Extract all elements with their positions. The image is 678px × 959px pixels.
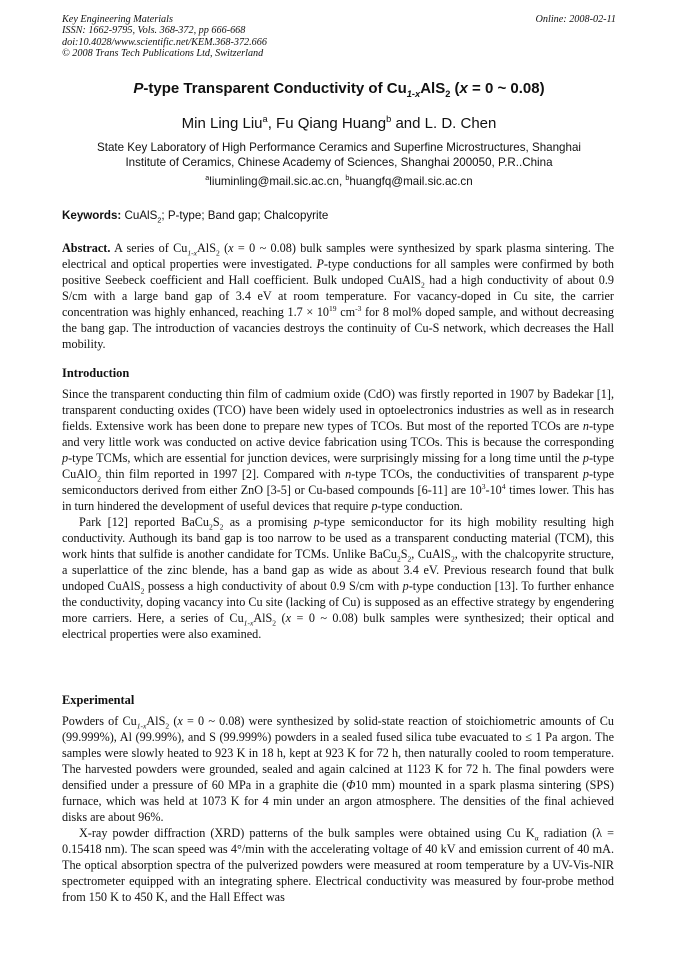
body-italic: p [402,579,409,593]
introduction-body [62,386,614,642]
body-text: ( [276,611,286,625]
body-text: times lower. This has in turn hindered the development of useful devices that require [62,483,614,513]
body-sub: 2 [140,586,145,596]
body-text: ( [169,714,178,728]
email-address[interactable]: huangfq@mail.sic.ac.cn [349,175,473,188]
body-italic: p [313,515,320,529]
abstract-text: for 8 mol% doped sample, and without decreasing the bang gap. The introduction of vacancies destroys the continuity of Cu-S network, which decreases the Hall mobility. [62,305,615,351]
author-name: , Fu Qiang Huang [267,115,387,132]
journal-header [62,14,267,59]
author-name: Min Ling Liu [181,115,263,132]
body-italic: x [285,611,292,625]
body-text: Park [12] reported BaCu [79,515,210,529]
body-text: possess a high conductivity of about 0.9 S/cm with [144,579,403,593]
keywords [62,209,329,225]
body-sub: 2 [272,618,277,628]
title-part: = 0 ~ 0.08) [467,80,545,97]
abstract-text: -type conductions for all samples were confirmed by both positive Seebeck coefficient and Hall coefficient. Bulk undoped CuAlS [62,257,614,287]
body-text: -type semiconductor for its high mobility resulting high conductivity. Authough its band gap is too narrow to be used as a transparent conducting material (TCM), this work hints that sulfide is another candidate for TCMs. Unlike BaCu [62,515,614,561]
affiliation-line: Institute of Ceramics, Chinese Academy of Sciences, Shanghai 200050, P.R..China [125,156,553,169]
body-text: , with the chalcopyrite structure, a superlattice of the zinc blende, has a band gap as wide as about 3.4 eV. Previous research found that bulk undoped CuAlS [62,547,614,593]
abstract-text: AlS [197,241,216,255]
intro-paragraph-2 [62,514,614,642]
section-heading-experimental: Experimental [62,693,135,707]
body-text: AlS [146,714,166,728]
author-list [0,115,678,132]
author-name: and L. D. Chen [391,115,497,132]
body-sup: 3 [481,481,486,491]
body-sub: 2 [450,554,455,564]
abstract-text: ( [219,241,229,255]
body-sub: 2 [396,554,401,564]
body-text: S [400,547,408,561]
body-italic: Φ [346,778,356,792]
body-italic: p [62,451,69,465]
body-text: , CuAlS [411,547,451,561]
abstract-sup: -3 [355,303,362,313]
body-italic: p [582,467,589,481]
body-text: -type TCOs, the conductivities of transparent [351,467,583,481]
title-italic-x: x [459,80,468,97]
experimental-body [62,713,614,905]
body-sub: 2 [407,554,412,564]
body-text: S [212,515,220,529]
body-italic: n [345,467,352,481]
body-sub: 2 [165,721,170,731]
intro-paragraph-1 [62,386,614,514]
body-sup: 4 [501,481,506,491]
exp-paragraph-2 [62,825,614,905]
exp-paragraph-1 [62,713,614,825]
body-sub: 2 [219,522,224,532]
keyword: ; P-type; Band gap; Chalcopyrite [161,209,329,222]
online-date: Online: 2008-02-11 [535,14,616,25]
body-text: radiation (λ = 0.15418 nm). The scan speed was 4°/min with the accelerating voltage of 40 kV and emission current of 40 mA. The optical absorption spectra of the pulverized powders were measured at room temperature by a UV-Vis-NIR spectrometer equipped with an integrating sphere. Electrical conductivity was measured by four-probe method from 150 K to 450 K, and the Hall Effect was [62,826,614,904]
email-marker: a [205,173,210,183]
body-sub: 1-x [136,721,147,731]
title-italic-p: P [133,80,144,97]
body-text: 10 mm) mounted in a spark plasma sintering (SPS) furnace, which was held at 1073 K for 4 min under an argon atmosphere. The densities of the final achieved disks are about 96%. [62,778,614,824]
author-marker: a [262,114,268,124]
keywords-label: Keywords: [62,209,125,222]
abstract-paragraph [62,240,614,352]
abstract-italic: P [316,257,324,271]
title-part: AlS [420,80,446,97]
title-part: ( [450,80,460,97]
title-part: -type Transparent Conductivity of Cu [143,80,407,97]
body-text: -type CuAlO [62,451,614,481]
body-text: thin film reported in 1997 [2]. Compared with [101,467,346,481]
abstract-text: cm [336,305,356,319]
body-sub: 1-x [243,618,254,628]
abstract-sub: 2 [215,248,220,258]
body-text: = 0 ~ 0.08) bulk samples were synthesized; their optical and electrical properties were also examined. [62,611,615,641]
body-sub: 2 [209,522,213,532]
body-italic: n [582,419,589,433]
abstract-sub: 2 [421,280,425,290]
abstract-sub: 1-x [187,248,197,258]
copyright-line: © 2008 Trans Tech Publications Ltd, Switzerland [62,47,264,59]
body-text: -type conduction [13]. To further enhance the conductivity, doping vacancy into Cu site (lacking of Cu) is supposed as an effective strategy by engendering more carriers. Here, a series of Cu [62,579,614,625]
body-text: Powders of Cu [62,714,137,728]
title-sub: 2 [445,89,451,99]
body-text: -type semiconductors derived from either ZnO [3-5] or Cu-based compounds [6-11] are 10 [62,467,615,497]
body-text: as a promising [223,515,314,529]
body-text: X-ray powder diffraction (XRD) patterns of the bulk samples were obtained using Cu K [79,826,535,840]
body-sub: α [534,833,539,843]
body-text: Since the transparent conducting thin film of cadmium oxide (CdO) was firstly reported in 1907 by Badekar [1], transparent conducting oxides (TCO) have been widely used in optoelectronics industries as well as in research fields. Extensive work has been done to prepare new types of TCOs. But most of the reported TCOs are [62,387,614,433]
doi-line: doi:10.4028/www.scientific.net/KEM.368-372.666 [62,36,267,48]
abstract [62,240,614,352]
body-italic: p [371,499,378,513]
abstract-italic: x [228,241,234,255]
keyword-sub: 2 [157,215,162,225]
abstract-sup: 19 [329,303,337,313]
email-line [0,175,678,188]
abstract-text: had a high conductivity of about 0.9 S/cm with a large band gap of 3.4 eV at room temperature. For vacancy-doped in Cu site, the carrier concentration was highly enhanced, reaching 1.7 × 10 [62,273,614,319]
email-address[interactable]: liuminling@mail.sic.ac.cn, [209,175,346,188]
title-sub: 1-x [406,89,421,99]
issn-line: ISSN: 1662-9795, Vols. 368-372, pp 666-668 [62,25,246,37]
body-text: -10 [485,483,502,497]
email-marker: b [345,173,350,183]
body-text: AlS [253,611,273,625]
body-text: -type conduction. [377,499,463,513]
abstract-text: A series of Cu [110,241,188,255]
keyword: CuAlS [124,209,158,222]
body-text: -type TCMs, which are essential for junction devices, were surprisingly missing for a long time until the [68,451,583,465]
abstract-label: Abstract. [62,241,111,255]
journal-name: Key Engineering Materials [62,14,173,25]
affiliation-line: State Key Laboratory of High Performance Ceramics and Superfine Microstructures, Shanghai [97,141,581,154]
section-heading-introduction: Introduction [62,366,130,380]
affiliation [40,140,638,170]
body-text: = 0 ~ 0.08) were synthesized by solid-state reaction of stoichiometric amounts of Cu (99.999%), Al (99.99%), and S (99.999%) powders in a sealed fused silica tube evacuated to ≤ 1 Pa argon. The samples were slowly heated to 923 K in 18 h, kept at 923 K for 72 h, then naturally cooled to room temperature. The harvested powders were grounded, sealed and again calcined at 1123 K for 72 h. The final powders were densified under a pressure of 60 MPa in a graphite die ( [62,714,614,792]
body-italic: x [177,714,183,728]
body-text: -type and very little work was conducted on active device fabrication using TCOs. This is because the corresponding [62,419,614,449]
body-sub: 2 [97,474,101,484]
author-marker: b [386,114,392,124]
paper-title [0,80,678,97]
body-italic: p [582,451,589,465]
abstract-text: = 0 ~ 0.08) bulk samples were synthesized by spark plasma sintering. The electrical and optical properties were investigated. [62,241,614,271]
